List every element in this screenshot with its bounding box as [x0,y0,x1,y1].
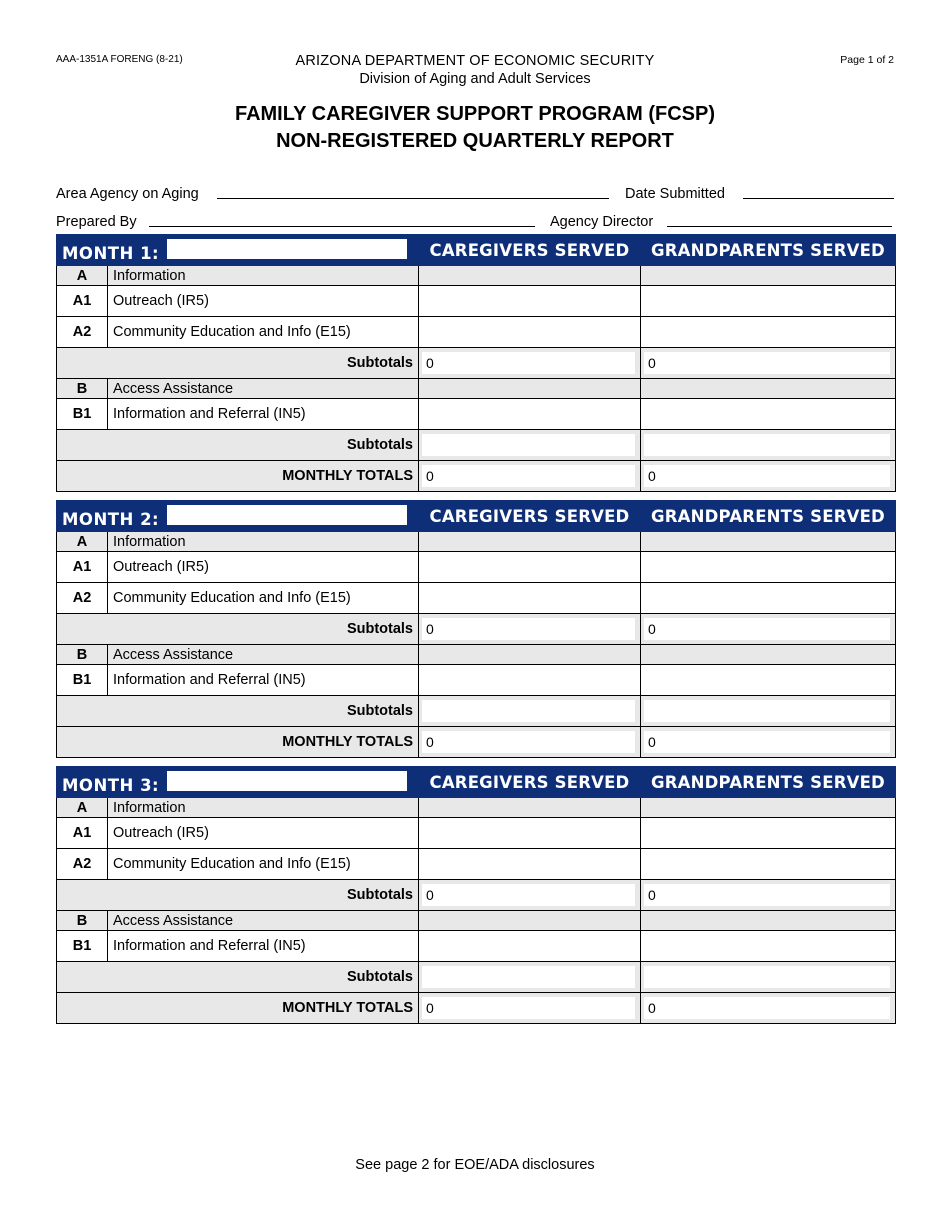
category-shade-cell [641,379,896,399]
caregivers-input[interactable] [419,583,641,614]
caregivers-subtotal-cell [419,880,641,911]
category-row [57,798,896,818]
service-code: A1 [57,552,108,583]
month-2-input[interactable] [167,505,407,525]
category-code: B [57,645,108,665]
service-code: A2 [57,317,108,348]
month-3-input[interactable] [167,771,407,791]
category-code: A [57,798,108,818]
month-1-label: MONTH 1: [62,244,160,263]
category-label: Access Assistance [108,379,419,399]
category-label: Information [108,798,419,818]
category-code: A [57,266,108,286]
grandparents-input[interactable] [641,931,896,962]
service-row [57,317,896,348]
grandparents-subtotal-cell [641,348,896,379]
service-row [57,665,896,696]
month-1-input[interactable] [167,239,407,259]
category-row [57,532,896,552]
grandparents-input[interactable] [641,552,896,583]
month-1-table [56,234,896,492]
subtotal-label: Subtotals [57,614,419,645]
month-1-header [57,235,896,266]
document-header [0,53,950,87]
service-code: A2 [57,849,108,880]
caregivers-input[interactable] [419,931,641,962]
service-code: B1 [57,399,108,430]
grandparents-total-value[interactable]: 0 [644,997,890,1019]
caregivers-total-value[interactable]: 0 [422,731,635,753]
agency-director-field[interactable] [667,212,892,227]
subtotal-row [57,696,896,727]
category-shade-cell [641,532,896,552]
date-submitted-label: Date Submitted [625,186,725,202]
category-shade-cell [641,645,896,665]
caregivers-subtotal-value[interactable] [422,434,635,456]
month-3-label-cell [57,767,419,798]
grandparents-input[interactable] [641,286,896,317]
form-title-line-2: NON-REGISTERED QUARTERLY REPORT [276,130,674,152]
caregivers-subtotal-cell [419,614,641,645]
service-label: Community Education and Info (E15) [108,317,419,348]
subtotal-label: Subtotals [57,880,419,911]
monthly-total-row [57,993,896,1024]
service-row [57,583,896,614]
service-row [57,931,896,962]
caregivers-input[interactable] [419,286,641,317]
caregivers-subtotal-cell [419,696,641,727]
prepared-by-label: Prepared By [56,214,137,230]
monthly-total-label: MONTHLY TOTALS [57,993,419,1024]
grandparents-served-header: GRANDPARENTS SERVED [641,235,896,266]
category-row [57,645,896,665]
subtotal-row [57,430,896,461]
division-name: Division of Aging and Adult Services [359,71,591,87]
area-agency-label: Area Agency on Aging [56,186,199,202]
category-shade-cell [419,379,641,399]
caregivers-total-cell [419,727,641,758]
caregivers-subtotal-cell [419,348,641,379]
caregivers-subtotal-value[interactable]: 0 [422,352,635,374]
service-label: Community Education and Info (E15) [108,849,419,880]
grandparents-served-header: GRANDPARENTS SERVED [641,501,896,532]
category-label: Information [108,266,419,286]
caregivers-served-header: CAREGIVERS SERVED [419,767,641,798]
category-shade-cell [419,266,641,286]
category-shade-cell [419,798,641,818]
monthly-total-label: MONTHLY TOTALS [57,461,419,492]
service-label: Outreach (IR5) [108,552,419,583]
service-code: A1 [57,286,108,317]
month-2-label-cell [57,501,419,532]
grandparents-subtotal-value[interactable]: 0 [644,352,890,374]
subtotal-label: Subtotals [57,430,419,461]
category-code: A [57,532,108,552]
monthly-total-label: MONTHLY TOTALS [57,727,419,758]
agency-date-row [56,182,894,202]
service-row [57,552,896,583]
grandparents-subtotal-cell [641,430,896,461]
caregivers-total-value[interactable]: 0 [422,997,635,1019]
category-label: Access Assistance [108,911,419,931]
service-code: A2 [57,583,108,614]
grandparents-subtotal-value[interactable]: 0 [644,884,890,906]
grandparents-total-cell [641,993,896,1024]
service-label: Information and Referral (IN5) [108,931,419,962]
service-row [57,286,896,317]
caregivers-input[interactable] [419,552,641,583]
grandparents-subtotal-value[interactable]: 0 [644,618,890,640]
service-label: Information and Referral (IN5) [108,665,419,696]
month-1-label-cell [57,235,419,266]
category-shade-cell [641,798,896,818]
subtotal-row [57,348,896,379]
caregivers-subtotal-cell [419,962,641,993]
grandparents-input[interactable] [641,849,896,880]
grandparents-subtotal-value[interactable] [644,700,890,722]
grandparents-subtotal-value[interactable] [644,434,890,456]
grandparents-subtotal-cell [641,696,896,727]
category-row [57,266,896,286]
caregivers-input[interactable] [419,818,641,849]
category-shade-cell [419,911,641,931]
grandparents-total-value[interactable]: 0 [644,465,890,487]
monthly-total-row [57,727,896,758]
caregivers-input[interactable] [419,849,641,880]
grandparents-total-cell [641,727,896,758]
caregivers-served-header: CAREGIVERS SERVED [419,501,641,532]
service-code: B1 [57,665,108,696]
month-3-label: MONTH 3: [62,776,160,795]
month-2-header [57,501,896,532]
service-code: B1 [57,931,108,962]
subtotal-label: Subtotals [57,962,419,993]
category-row [57,911,896,931]
category-code: B [57,911,108,931]
form-code: AAA-1351A FORENG (8-21) [56,54,183,65]
caregivers-subtotal-value[interactable]: 0 [422,884,635,906]
category-row [57,379,896,399]
grandparents-served-header: GRANDPARENTS SERVED [641,767,896,798]
month-3-header [57,767,896,798]
grandparents-total-cell [641,461,896,492]
grandparents-input[interactable] [641,818,896,849]
date-submitted-field[interactable] [743,184,894,199]
subtotal-label: Subtotals [57,348,419,379]
category-shade-cell [419,532,641,552]
month-2-table [56,500,896,758]
caregivers-subtotal-value[interactable]: 0 [422,618,635,640]
footer-note: See page 2 for EOE/ADA disclosures [355,1157,595,1173]
caregivers-total-value[interactable]: 0 [422,465,635,487]
grandparents-input[interactable] [641,665,896,696]
service-label: Community Education and Info (E15) [108,583,419,614]
grandparents-total-value[interactable]: 0 [644,731,890,753]
grandparents-input[interactable] [641,317,896,348]
category-label: Access Assistance [108,645,419,665]
grandparents-subtotal-cell [641,880,896,911]
caregivers-subtotal-value[interactable] [422,700,635,722]
subtotal-row [57,962,896,993]
service-row [57,399,896,430]
page-number: Page 1 of 2 [840,54,894,66]
category-shade-cell [419,645,641,665]
service-row [57,818,896,849]
month-2-label: MONTH 2: [62,510,160,529]
category-shade-cell [641,266,896,286]
caregivers-subtotal-cell [419,430,641,461]
category-code: B [57,379,108,399]
subtotal-row [57,614,896,645]
caregivers-input[interactable] [419,317,641,348]
service-label: Outreach (IR5) [108,286,419,317]
caregivers-input[interactable] [419,399,641,430]
grandparents-subtotal-cell [641,614,896,645]
form-title [0,101,950,155]
prepared-by-field[interactable] [149,212,535,227]
caregivers-total-cell [419,993,641,1024]
subtotal-row [57,880,896,911]
monthly-total-row [57,461,896,492]
caregivers-total-cell [419,461,641,492]
category-shade-cell [641,911,896,931]
prepared-director-row [56,210,894,230]
service-label: Outreach (IR5) [108,818,419,849]
subtotal-label: Subtotals [57,696,419,727]
service-row [57,849,896,880]
service-label: Information and Referral (IN5) [108,399,419,430]
caregivers-served-header: CAREGIVERS SERVED [419,235,641,266]
caregivers-input[interactable] [419,665,641,696]
department-name: ARIZONA DEPARTMENT OF ECONOMIC SECURITY [295,53,655,69]
form-title-line-1: FAMILY CAREGIVER SUPPORT PROGRAM (FCSP) [234,103,716,125]
grandparents-subtotal-cell [641,962,896,993]
grandparents-input[interactable] [641,583,896,614]
service-code: A1 [57,818,108,849]
agency-director-label: Agency Director [550,214,654,230]
caregivers-subtotal-value[interactable] [422,966,635,988]
grandparents-input[interactable] [641,399,896,430]
month-3-table [56,766,896,1024]
category-label: Information [108,532,419,552]
grandparents-subtotal-value[interactable] [644,966,890,988]
area-agency-field[interactable] [217,184,609,199]
